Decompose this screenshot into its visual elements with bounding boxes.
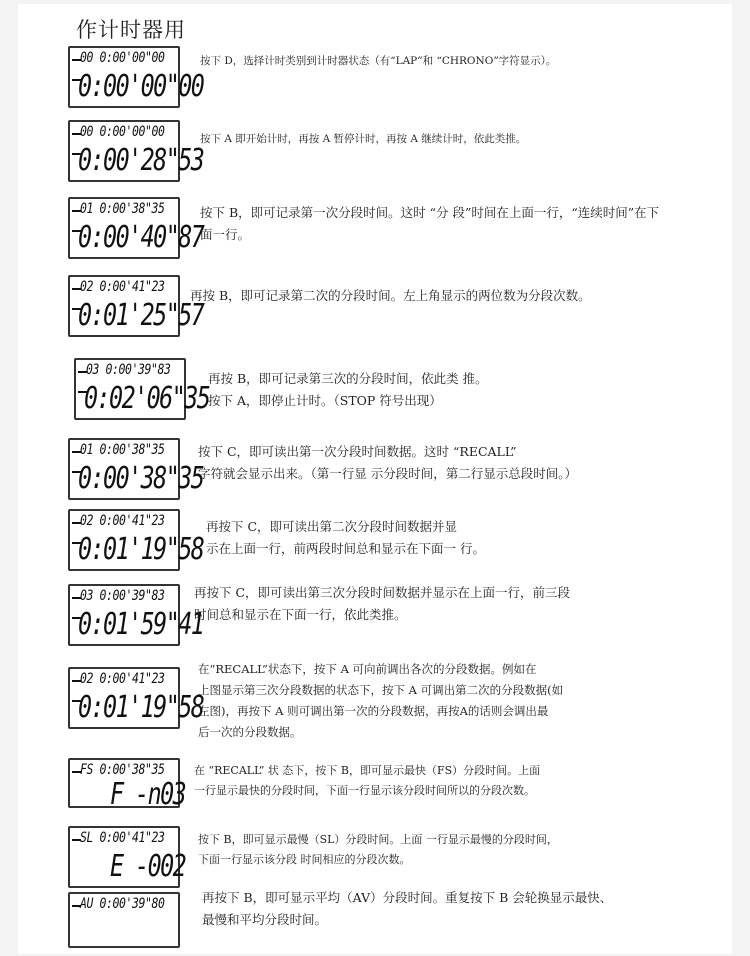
lcd-top-line: AU 0:00'39"80 [80, 896, 165, 912]
lcd-bottom-line: F -n03 [110, 777, 186, 812]
instruction-text: 按下 A 即开始计时，再按 A 暂停计时，再按 A 继续计时，依此类推。 [200, 133, 527, 145]
instruction-text: 在“RECALL”状态下，按下 A 可向前调出各次的分段数据。例如在 上图显示第三次分段数据的状态下，按下 A 可调出第二次的分段数据(如 左图)，再按下 A 则可调出第一次的分段数据，再按A的话则会调出最 后一次的分段数据。 [198, 662, 564, 739]
instruction-text: 按下 B，即可记录第一次分段时间。这时 “分 段”时间在上面一行，“连续时间”在下面一行。 [200, 205, 660, 242]
lcd-top-line: 02 0:00'41"23 [80, 279, 165, 295]
instruction-text: 按下 D，选择计时类别到计时器状态（有“LAP”和 “CHRONO”字符显示）。 [200, 55, 557, 67]
lcd-bottom-line: 0:00'40"87 [78, 220, 204, 255]
lcd-bottom-line: E -002 [110, 849, 186, 884]
lcd-top-line: 01 0:00'38"35 [80, 201, 165, 217]
lcd-top-line: 00 0:00'00"00 [80, 50, 165, 66]
instruction-text: 再按下 C，即可读出第三次分段时间数据并显示在上面一行，前三段 时间总和显示在下面一行，依此类推。 [194, 585, 571, 622]
lcd-top-line: 02 0:00'41"23 [80, 671, 165, 687]
instruction-text: 按下 B，即可显示最慢（SL）分段时间。上面 一行显示最慢的分段时间， 下面一行显示该分段 时间相应的分段次数。 [198, 833, 558, 866]
lcd-top-line: 02 0:00'41"23 [80, 513, 165, 529]
lcd-bottom-line: 0:01'59"41 [78, 607, 204, 642]
instruction-text: 再按 B，即可记录第二次的分段时间。左上角显示的两位数为分段次数。 [190, 288, 591, 303]
lcd-display [68, 667, 204, 729]
lcd-display [68, 46, 204, 108]
page-title: 作计时器用 [76, 18, 186, 42]
lcd-display [68, 120, 204, 182]
lcd-top-line: 03 0:00'39"83 [80, 588, 165, 604]
lcd-bottom-line: 0:00'38"35 [78, 461, 204, 496]
lcd-display [68, 509, 204, 571]
lcd-display [68, 197, 204, 259]
lcd-top-line: FS 0:00'38"35 [80, 762, 165, 778]
instruction-text: 再按 B，即可记录第三次的分段时间，依此类 推。 按下 A，即停止计时。（STOP 符号出现） [208, 371, 488, 408]
instruction-text: 再按下 C，即可读出第二次分段时间数据并显 示在上面一行，前两段时间总和显示在下面一 行。 [206, 519, 485, 556]
lcd-top-line: 03 0:00'39"83 [86, 362, 171, 378]
lcd-display [68, 826, 186, 888]
instruction-text: 再按下 B，即可显示平均（AV）分段时间。重复按下 B 会轮换显示最快、 最慢和平均分段时间。 [202, 890, 613, 927]
instruction-text: 按下 C，即可读出第一次分段时间数据。这时 “RECALL” 字符就会显示出来。（第一行显 示分段时间，第二行显示总段时间。） [198, 444, 577, 481]
lcd-display [68, 275, 204, 337]
lcd-bottom-line: 0:00'00"00 [78, 69, 204, 104]
lcd-display [74, 358, 210, 420]
instruction-text: 在 “RECALL” 状 态下，按下 B，即可显示最快（FS）分段时间。上面 一行显示最快的分段时间，下面一行显示该分段时间所以的分段次数。 [194, 764, 541, 797]
lcd-display [68, 892, 180, 948]
lcd-bottom-line: 0:00'28"53 [78, 143, 204, 178]
lcd-display [68, 758, 186, 812]
lcd-bottom-line: 0:01'19"58 [78, 532, 204, 567]
lcd-display [68, 438, 204, 500]
lcd-top-line: 01 0:00'38"35 [80, 442, 165, 458]
lcd-top-line: SL 0:00'41"23 [80, 830, 165, 846]
lcd-display [68, 584, 204, 646]
lcd-top-line: 00 0:00'00"00 [80, 124, 165, 140]
manual-page [18, 4, 732, 954]
lcd-bottom-line: 0:02'06"35 [84, 381, 210, 416]
lcd-bottom-line: 0:01'25"57 [78, 298, 204, 333]
lcd-bottom-line: 0:01'19"58 [78, 690, 204, 725]
